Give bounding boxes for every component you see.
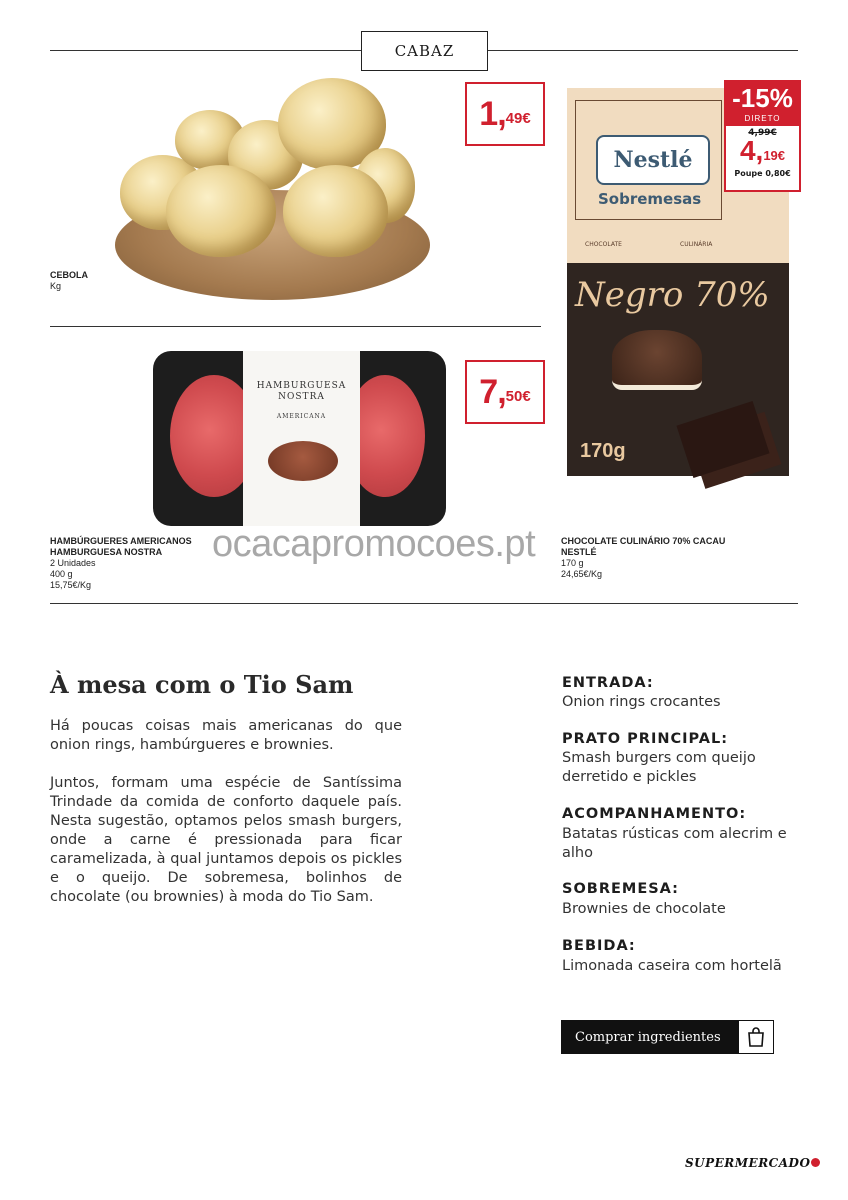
product-unit: Kg (50, 281, 62, 291)
menu-text: Batatas rústicas com alecrim e alho (562, 826, 787, 861)
article-paragraph-2: Juntos, formam uma espécie de Santíssima Trindade da comida de conforto daquele país. Nesta sugestão, optamos pelos smash burgers, onde a carne é pressionada para ficar caramelizada, à qual juntamos depois os pickles e o queijo. De sobremesa, bolinhos de chocolate (ou brownies) à moda do Tio Sam. (50, 775, 402, 905)
pack-weight: 170g (580, 440, 626, 462)
burger-price: 7, 50€ (465, 360, 545, 424)
onion-label (50, 270, 88, 292)
header-rule-left (50, 50, 361, 51)
shopping-bag-icon (739, 1021, 773, 1053)
burger-label (50, 536, 192, 591)
product-name-line2: NESTLÉ (561, 547, 597, 557)
divider-bottom (50, 603, 798, 604)
menu-heading: SOBREMESA: (562, 881, 679, 897)
product-detail: 2 Unidades (50, 558, 96, 568)
supermercado-logo: SUPERMERCADO (685, 1156, 820, 1170)
pack-tag-right: CULINÁRIA (680, 241, 713, 248)
menu-heading: ACOMPANHAMENTO: (562, 806, 747, 822)
buy-ingredients-button[interactable] (561, 1020, 774, 1054)
product-detail: 400 g (50, 569, 73, 579)
savings: Poupe 0,80€ (734, 169, 791, 178)
onion-price: 1, 49€ (465, 82, 545, 146)
discount-badge (724, 80, 801, 192)
product-name-line1: HAMBÚRGUERES AMERICANOS (50, 536, 192, 546)
product-detail: 170 g (561, 558, 584, 568)
pack-line: Sobremesas (598, 190, 702, 208)
pack-brand-2: NOSTRA (278, 392, 325, 402)
article-paragraph-1: Há poucas coisas mais americanas do que onion rings, hambúrgueres e brownies. (50, 718, 402, 753)
promo-price: 4,19€ (739, 135, 786, 166)
menu-text: Onion rings crocantes (562, 694, 721, 710)
nestle-logo: Nestlé (596, 135, 710, 185)
article-title: À mesa com o Tio Sam (50, 670, 354, 699)
chocolate-label (561, 536, 725, 580)
menu-heading: PRATO PRINCIPAL: (562, 731, 729, 747)
watermark: ocacapromocoes.pt (212, 523, 536, 565)
product-name-line2: HAMBURGUESA NOSTRA (50, 547, 163, 557)
product-name-line1: CHOCOLATE CULINÁRIO 70% CACAU (561, 536, 726, 546)
discount-note: DIRETO (744, 114, 781, 123)
product-detail: 24,65€/Kg (561, 569, 603, 579)
menu-heading: BEBIDA: (562, 938, 636, 954)
pack-tag-left: CHOCOLATE (585, 241, 622, 248)
header-rule-right (488, 50, 798, 51)
menu-heading: ENTRADA: (562, 675, 654, 691)
product-name: CEBOLA (50, 270, 88, 280)
discount-percent: -15% (732, 83, 793, 113)
menu-text: Brownies de chocolate (562, 901, 726, 917)
menu-text: Limonada caseira com hortelã (562, 958, 782, 974)
pack-brand: HAMBURGUESA (256, 381, 347, 391)
old-price: 4,99€ (748, 128, 777, 138)
buy-ingredients-label: Comprar ingredientes (575, 1029, 721, 1045)
menu-text: Smash burgers com queijo derretido e pickles (562, 750, 756, 785)
product-detail: 15,75€/Kg (50, 580, 92, 590)
section-title: CABAZ (361, 31, 488, 71)
pack-title: Negro 70% (575, 275, 770, 315)
pack-sub: AMERICANA (276, 413, 327, 420)
divider-mid (50, 326, 541, 327)
